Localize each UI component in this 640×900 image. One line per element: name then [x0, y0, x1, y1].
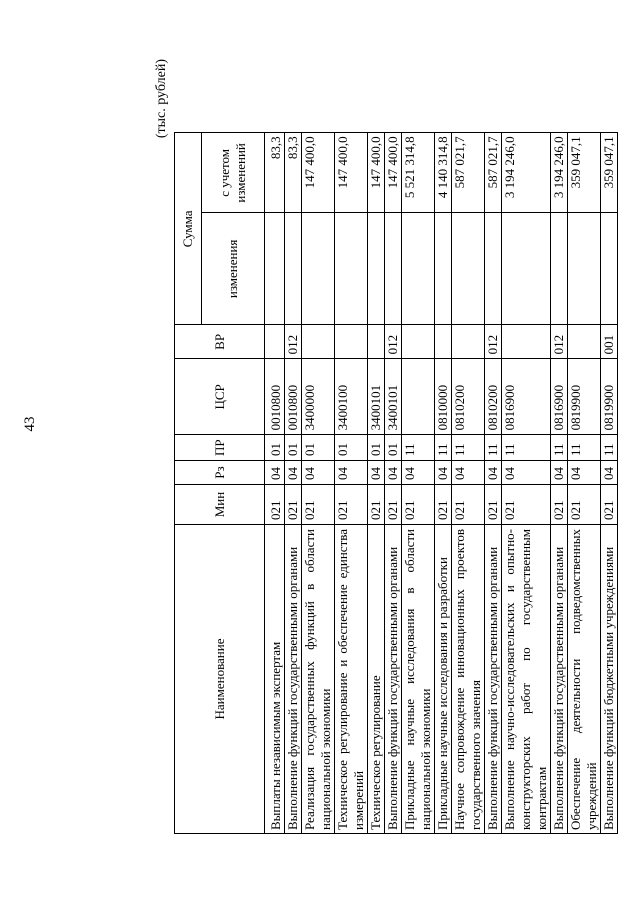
- row-min: 021: [601, 485, 618, 525]
- row-min: 021: [302, 485, 335, 525]
- row-min: 021: [485, 485, 502, 525]
- row-rz: 04: [335, 461, 368, 485]
- row-vr: [302, 325, 335, 359]
- row-min: 021: [551, 485, 568, 525]
- row-name: Техническое регулирование и обеспечение единства измерений: [335, 525, 368, 834]
- row-vr: [435, 325, 452, 359]
- row-rz: 04: [302, 461, 335, 485]
- row-csr: 3400101: [368, 359, 385, 435]
- row-with-change: 359 047,1: [601, 133, 618, 213]
- row-pr: 01: [385, 435, 402, 461]
- units-label: (тыс. рублей): [154, 59, 169, 139]
- row-csr: 0819900: [568, 359, 601, 435]
- table-row: [435, 133, 452, 834]
- row-with-change: 587 021,7: [485, 133, 502, 213]
- row-change: [452, 213, 485, 325]
- row-csr: 0810000: [435, 359, 452, 435]
- row-pr: 01: [368, 435, 385, 461]
- row-rz: 04: [402, 461, 435, 485]
- table-row: [452, 133, 485, 834]
- table-row: [402, 133, 435, 834]
- row-name: Выполнение функций государственными органами: [485, 525, 502, 834]
- row-min: 021: [385, 485, 402, 525]
- row-rz: 04: [485, 461, 502, 485]
- header-min: Мин: [175, 485, 265, 525]
- header-with-change: с учетом изменений: [202, 133, 265, 213]
- row-vr: 012: [385, 325, 402, 359]
- row-name: Прикладные научные исследования и разработки: [435, 525, 452, 834]
- row-csr: 0816900: [502, 359, 551, 435]
- row-vr: [452, 325, 485, 359]
- header-vr: ВР: [175, 325, 265, 359]
- row-pr: 11: [402, 435, 435, 461]
- row-pr: 11: [435, 435, 452, 461]
- row-with-change: 587 021,7: [452, 133, 485, 213]
- table-row: [285, 133, 302, 834]
- row-csr: 3400100: [335, 359, 368, 435]
- row-pr: 01: [335, 435, 368, 461]
- row-min: 021: [502, 485, 551, 525]
- row-vr: [368, 325, 385, 359]
- row-with-change: 147 400,0: [368, 133, 385, 213]
- row-change: [302, 213, 335, 325]
- budget-table: [174, 132, 618, 834]
- row-name: Прикладные научные исследования в области национальной экономики: [402, 525, 435, 834]
- row-rz: 04: [568, 461, 601, 485]
- row-with-change: 3 194 246,0: [502, 133, 551, 213]
- row-min: 021: [265, 485, 285, 525]
- row-csr: 0810200: [485, 359, 502, 435]
- row-name: Научное сопровождение инновационных проектов государственного значения: [452, 525, 485, 834]
- row-change: [335, 213, 368, 325]
- row-with-change: 147 400,0: [385, 133, 402, 213]
- row-with-change: 83,3: [285, 133, 302, 213]
- row-csr: 3400000: [302, 359, 335, 435]
- table-row: [502, 133, 551, 834]
- row-name: Выплаты независимым экспертам: [265, 525, 285, 834]
- row-vr: [335, 325, 368, 359]
- row-min: 021: [402, 485, 435, 525]
- row-csr: 0816900: [551, 359, 568, 435]
- row-change: [368, 213, 385, 325]
- row-csr: 0010800: [265, 359, 285, 435]
- table-row: [368, 133, 385, 834]
- row-with-change: 83,3: [265, 133, 285, 213]
- row-pr: 01: [265, 435, 285, 461]
- row-change: [385, 213, 402, 325]
- row-pr: 11: [452, 435, 485, 461]
- rotated-page-content: [151, 59, 640, 834]
- header-name: Наименование: [175, 525, 265, 834]
- row-csr: 0010800: [285, 359, 302, 435]
- row-with-change: 4 140 314,8: [435, 133, 452, 213]
- row-name: Выполнение функций государственными органами: [551, 525, 568, 834]
- table-row: [551, 133, 568, 834]
- row-with-change: 359 047,1: [568, 133, 601, 213]
- header-pr: ПР: [175, 435, 265, 461]
- table-body: [265, 133, 618, 834]
- row-vr: [265, 325, 285, 359]
- row-vr: 012: [485, 325, 502, 359]
- row-change: [502, 213, 551, 325]
- row-change: [265, 213, 285, 325]
- row-min: 021: [285, 485, 302, 525]
- row-rz: 04: [435, 461, 452, 485]
- row-name: Выполнение функций государственными органами: [385, 525, 402, 834]
- row-name: Реализация государственных функций в области национальной экономики: [302, 525, 335, 834]
- page-number: 43: [22, 416, 38, 432]
- row-name: Обеспечение деятельности подведомственных учреждений: [568, 525, 601, 834]
- row-change: [435, 213, 452, 325]
- row-csr: 3400101: [385, 359, 402, 435]
- header-rz: Рз: [175, 461, 265, 485]
- row-with-change: 147 400,0: [302, 133, 335, 213]
- row-csr: 0819900: [601, 359, 618, 435]
- header-sum: Сумма: [175, 133, 202, 325]
- row-pr: 11: [485, 435, 502, 461]
- row-change: [285, 213, 302, 325]
- row-csr: [402, 359, 435, 435]
- row-name: Выполнение функций бюджетными учреждениями: [601, 525, 618, 834]
- row-rz: 04: [265, 461, 285, 485]
- row-change: [601, 213, 618, 325]
- table-row: [302, 133, 335, 834]
- row-vr: [402, 325, 435, 359]
- row-rz: 04: [285, 461, 302, 485]
- table-row: [485, 133, 502, 834]
- row-vr: [502, 325, 551, 359]
- row-with-change: 3 194 246,0: [551, 133, 568, 213]
- table-row: [601, 133, 618, 834]
- row-min: 021: [435, 485, 452, 525]
- row-vr: 001: [601, 325, 618, 359]
- row-pr: 01: [285, 435, 302, 461]
- row-vr: 012: [285, 325, 302, 359]
- row-min: 021: [568, 485, 601, 525]
- table-row: [335, 133, 368, 834]
- row-rz: 04: [368, 461, 385, 485]
- row-vr: 012: [551, 325, 568, 359]
- header-csr: ЦСР: [175, 359, 265, 435]
- row-csr: 0810200: [452, 359, 485, 435]
- row-pr: 01: [302, 435, 335, 461]
- row-rz: 04: [502, 461, 551, 485]
- row-change: [568, 213, 601, 325]
- row-min: 021: [368, 485, 385, 525]
- row-rz: 04: [385, 461, 402, 485]
- row-name: Техническое регулирование: [368, 525, 385, 834]
- row-rz: 04: [601, 461, 618, 485]
- row-name: Выполнение научно-исследовательских и опытно-конструкторских работ по государственным контрактам: [502, 525, 551, 834]
- row-pr: 11: [568, 435, 601, 461]
- row-rz: 04: [452, 461, 485, 485]
- row-pr: 11: [601, 435, 618, 461]
- header-change: изменения: [202, 213, 265, 325]
- row-change: [402, 213, 435, 325]
- row-change: [551, 213, 568, 325]
- row-vr: [568, 325, 601, 359]
- row-pr: 11: [502, 435, 551, 461]
- row-pr: 11: [551, 435, 568, 461]
- row-min: 021: [335, 485, 368, 525]
- row-change: [485, 213, 502, 325]
- table-row: [265, 133, 285, 834]
- table-row: [385, 133, 402, 834]
- row-with-change: 147 400,0: [335, 133, 368, 213]
- row-rz: 04: [551, 461, 568, 485]
- row-with-change: 5 521 314,8: [402, 133, 435, 213]
- table-row: [568, 133, 601, 834]
- row-min: 021: [452, 485, 485, 525]
- row-name: Выполнение функций государственными органами: [285, 525, 302, 834]
